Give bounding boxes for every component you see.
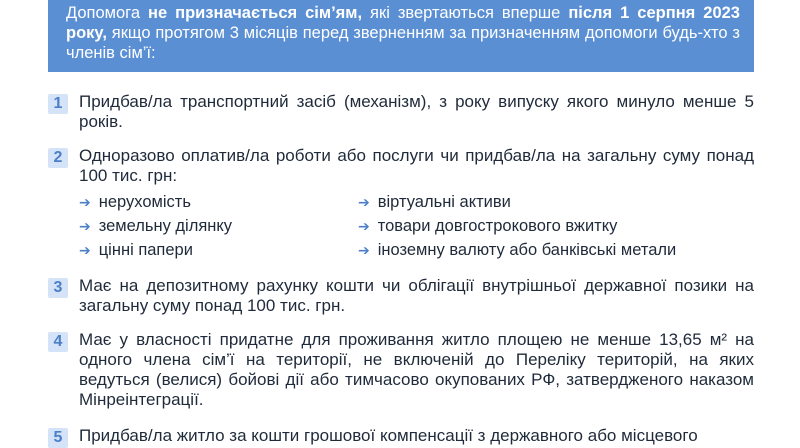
item-text: Має на депозитному рахунку кошти чи облігації внутрішньої державної позики на загальну суму понад 100 тис. грн.	[79, 276, 754, 315]
item-text: Придбав/ла житло за кошти грошової компенсації з державного або місцевого	[79, 426, 698, 445]
item-number-badge: 1	[48, 94, 68, 114]
sub-bullet	[79, 240, 193, 260]
sub-bullet-label: земельну ділянку	[98, 217, 233, 235]
intro-bold-2: після 1 серпня 2023 року,	[66, 4, 740, 42]
arrow-icon: ➔	[358, 194, 370, 210]
sub-bullet-label: нерухомість	[98, 193, 191, 211]
sub-bullet-label: віртуальні активи	[377, 193, 511, 211]
arrow-icon: ➔	[79, 194, 91, 210]
item-text: Має у власності придатне для проживання житло площею не менше 13,65 м² на одного члена сім’ї на території, не включеній до Переліку територій, на яких ведуться (велися) бойові дії або тимчасово окупованих РФ, затвердженого наказом Мінреінтеграції.	[79, 330, 754, 409]
item-text: Придбав/ла транспортний засіб (механізм), з року випуску якого минуло менше 5 років.	[79, 92, 754, 131]
arrow-icon: ➔	[79, 242, 91, 258]
item-number-badge: 5	[48, 428, 68, 448]
item-number-badge: 3	[48, 278, 68, 298]
arrow-icon: ➔	[358, 242, 370, 258]
intro-banner	[48, 0, 754, 72]
item-number-badge: 4	[48, 332, 68, 352]
sub-bullet	[358, 216, 617, 236]
sub-bullet	[79, 192, 191, 212]
sub-bullet	[79, 216, 232, 236]
arrow-icon: ➔	[358, 218, 370, 234]
sub-bullet	[358, 192, 511, 212]
arrow-icon: ➔	[79, 218, 91, 234]
item-number-badge: 2	[48, 148, 68, 168]
sub-bullet-label: іноземну валюту або банківські метали	[377, 241, 677, 259]
sub-bullet	[358, 240, 676, 260]
intro-text-1: Допомога	[66, 4, 148, 22]
item-text: Одноразово оплатив/ла роботи або послуги чи придбав/ла на загальну суму понад 100 тис. грн:	[79, 146, 754, 185]
sub-bullet-label: товари довгострокового вжитку	[377, 217, 618, 235]
intro-text-2: які звертаються вперше	[362, 4, 569, 22]
sub-bullet-label: цінні папери	[98, 241, 193, 259]
intro-bold-1: не призначається сім’ям,	[147, 4, 363, 22]
intro-text-3: якщо протягом 3 місяців перед зверненням за призначенням допомоги будь-хто з членів сім’ї:	[66, 24, 740, 62]
